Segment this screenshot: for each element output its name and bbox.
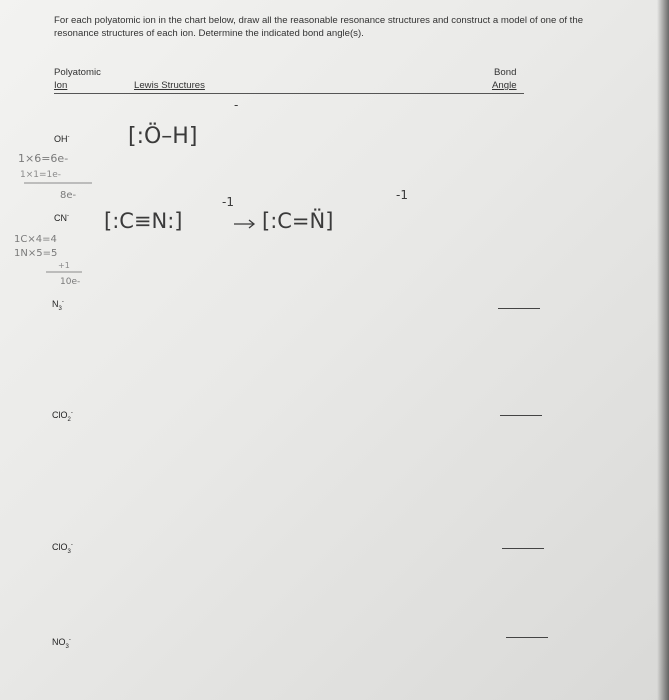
header-ion: Ion <box>54 80 68 91</box>
instructions-text: For each polyatomic ion in the chart below, draw all the reasonable resonance structures and construct a model of one of the resonance structures of each ion. Determine the indicated bond angle(s). <box>54 15 584 39</box>
header-lewis-structures: Lewis Structures <box>134 80 205 91</box>
hw-cn-note-4: 10e- <box>60 277 81 287</box>
ion-cn: CN- <box>54 213 69 223</box>
ion-n3: $N_3^-$ <box>52 299 64 312</box>
page-edge-shadow <box>657 0 669 700</box>
header-angle: Angle <box>492 80 517 91</box>
ion-clo2: ClO$_2$- <box>52 410 73 423</box>
hw-cn-charge-2: -1 <box>396 188 408 202</box>
hw-oh-note-3: 8e- <box>60 190 77 201</box>
hw-oh-note-2: 1×1=1e- <box>20 170 62 180</box>
hw-cn-structure-1: [:C≡N:] <box>104 209 183 233</box>
hw-cn-charge-1: -1 <box>222 195 234 209</box>
ion-clo3: ClO$_3$- <box>52 542 73 555</box>
header-bond: Bond <box>494 67 517 78</box>
hw-oh-charge: - <box>234 98 239 112</box>
ion-no3: $NO_3^-$ <box>52 637 71 650</box>
hw-cn-note-1: 1C×4=4 <box>14 234 57 245</box>
hw-cn-structure-2: [:C=N̈] <box>262 209 334 233</box>
ion-oh: OH- <box>54 134 70 144</box>
hw-cn-note-3: +1 <box>58 261 70 270</box>
header-polyatomic: Polyatomic <box>54 67 101 78</box>
hw-cn-note-2: 1N×5=5 <box>14 248 58 259</box>
hw-oh-note-1: 1×6=6e- <box>18 152 69 165</box>
hw-oh-structure: [:Ö–H] <box>128 124 198 149</box>
